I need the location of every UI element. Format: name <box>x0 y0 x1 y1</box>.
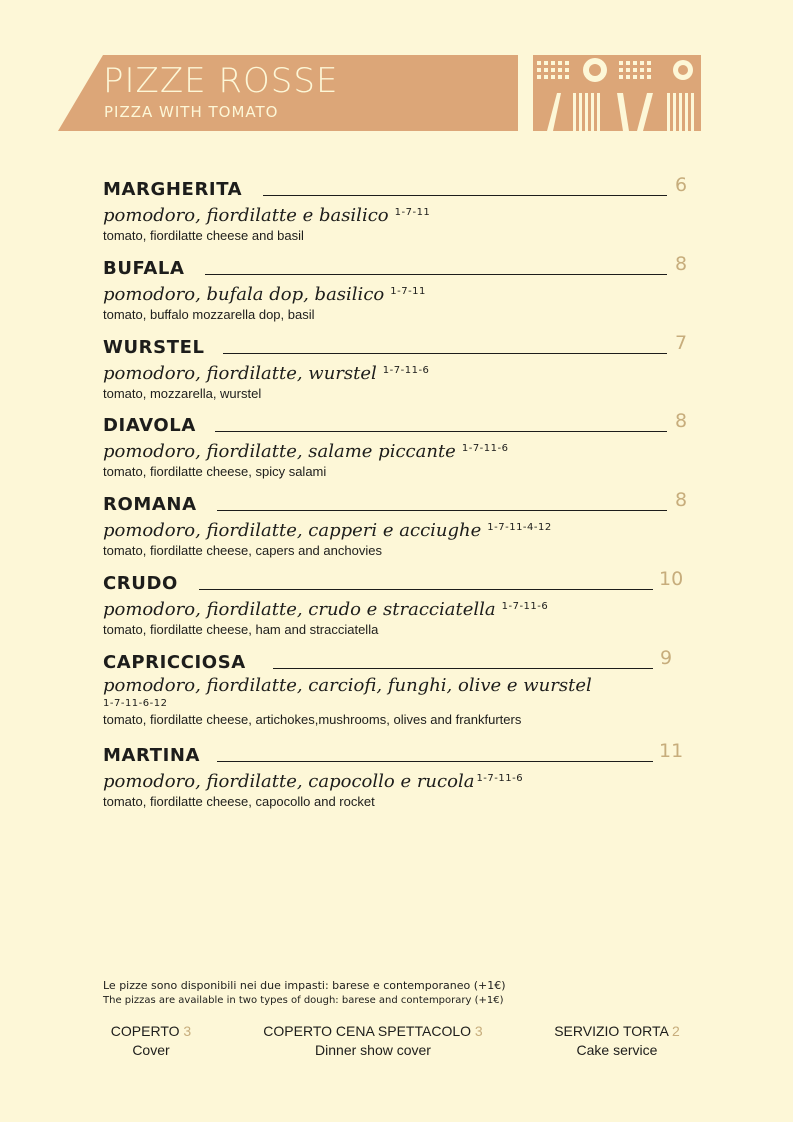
item-italian-description: pomodoro, fiordilatte, crudo e stracciatella <box>103 599 496 620</box>
item-price: 11 <box>659 740 684 762</box>
menu-item-capricciosa <box>103 647 693 728</box>
item-english-description: tomato, fiordilatte cheese and basil <box>103 228 304 243</box>
footer-dinner-show-cover <box>242 1022 504 1060</box>
item-italian-description: pomodoro, bufala dop, basilico <box>103 284 385 305</box>
item-price: 7 <box>675 332 688 354</box>
footer-price: 3 <box>474 1023 483 1039</box>
header-banner <box>58 55 698 131</box>
footer-price: 3 <box>183 1023 192 1039</box>
menu-item-bufala <box>103 253 693 323</box>
footer-english: Cake service <box>576 1042 658 1058</box>
dotted-leader <box>217 510 667 511</box>
dotted-leader <box>223 353 667 354</box>
page-title: PIZZE ROSSE <box>103 61 339 101</box>
footer-english: Cover <box>132 1042 170 1058</box>
item-english-description: tomato, fiordilatte cheese, capers and anchovies <box>103 543 382 558</box>
dough-note-italian: Le pizze sono disponibili nei due impasti: barese e contemporaneo (+1€) <box>103 979 506 992</box>
item-allergens: 1-7-11-6-12 <box>103 698 168 709</box>
footer-label: SERVIZIO TORTA <box>554 1023 669 1039</box>
item-english-description: tomato, fiordilatte cheese, ham and stracciatella <box>103 622 379 637</box>
item-allergens: 1-7-11-6 <box>476 773 524 784</box>
footer-label: COPERTO CENA SPETTACOLO <box>263 1023 472 1039</box>
item-name: ROMANA <box>103 494 197 515</box>
item-allergens: 1-7-11 <box>394 207 431 218</box>
abstract-architecture-decoration-icon <box>533 55 701 131</box>
page-subtitle: PIZZA WITH TOMATO <box>104 103 279 121</box>
menu-item-diavola <box>103 410 693 480</box>
item-english-description: tomato, buffalo mozzarella dop, basil <box>103 307 315 322</box>
item-name: MARGHERITA <box>103 179 243 200</box>
item-allergens: 1-7-11-4-12 <box>487 522 552 533</box>
item-price: 8 <box>675 410 688 432</box>
item-name: CRUDO <box>103 573 178 594</box>
dotted-leader <box>217 761 653 762</box>
item-name: CAPRICCIOSA <box>103 652 246 673</box>
menu-item-margherita <box>103 174 693 244</box>
dotted-leader <box>273 668 653 669</box>
item-price: 6 <box>675 174 688 196</box>
item-allergens: 1-7-11-6 <box>382 365 430 376</box>
item-name: BUFALA <box>103 258 185 279</box>
item-name: DIAVOLA <box>103 415 196 436</box>
dotted-leader <box>263 195 667 196</box>
dotted-leader <box>199 589 653 590</box>
dough-note-english: The pizzas are available in two types of dough: barese and contemporary (+1€) <box>103 995 504 1006</box>
footer-price: 2 <box>671 1023 680 1039</box>
item-allergens: 1-7-11-6 <box>501 601 549 612</box>
item-italian-description: pomodoro, fiordilatte e basilico <box>103 205 389 226</box>
menu-item-romana <box>103 489 693 559</box>
item-italian-description: pomodoro, fiordilatte, wurstel <box>103 363 377 384</box>
footer-english: Dinner show cover <box>315 1042 431 1058</box>
item-price: 9 <box>660 647 673 669</box>
item-allergens: 1-7-11-6 <box>461 443 509 454</box>
item-italian-description: pomodoro, fiordilatte, carciofi, funghi, olive e wurstel <box>103 675 592 696</box>
item-italian-description: pomodoro, fiordilatte, salame piccante <box>103 441 456 462</box>
item-price: 8 <box>675 489 688 511</box>
item-italian-description: pomodoro, fiordilatte, capperi e acciughe <box>103 520 482 541</box>
item-price: 10 <box>659 568 684 590</box>
item-name: MARTINA <box>103 745 201 766</box>
item-english-description: tomato, mozzarella, wurstel <box>103 386 262 401</box>
item-english-description: tomato, fiordilatte cheese, spicy salami <box>103 464 327 479</box>
dotted-leader <box>215 431 667 432</box>
item-price: 8 <box>675 253 688 275</box>
item-name: WURSTEL <box>103 337 205 358</box>
footer-label: COPERTO <box>110 1023 180 1039</box>
footer-cake-service <box>542 1022 692 1060</box>
footer-cover <box>103 1022 199 1060</box>
menu-item-crudo <box>103 568 693 638</box>
item-english-description: tomato, fiordilatte cheese, capocollo and rocket <box>103 794 375 809</box>
menu-item-martina <box>103 740 693 810</box>
item-english-description: tomato, fiordilatte cheese, artichokes,mushrooms, olives and frankfurters <box>103 712 522 727</box>
item-italian-description: pomodoro, fiordilatte, capocollo e rucola <box>103 771 475 792</box>
item-allergens: 1-7-11 <box>390 286 426 297</box>
menu-item-wurstel <box>103 332 693 402</box>
dotted-leader <box>205 274 667 275</box>
